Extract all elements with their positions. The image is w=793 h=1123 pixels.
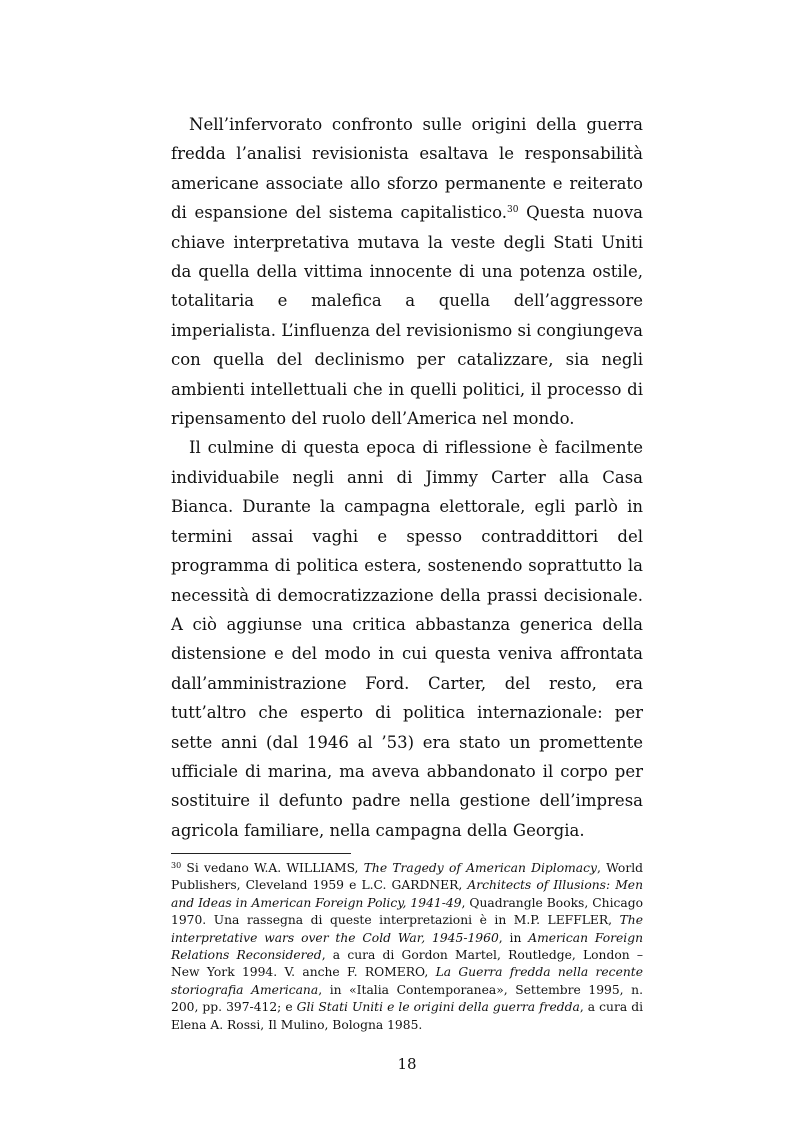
footnote-segment: , in: [498, 930, 529, 945]
footnote-reference-30[interactable]: 30: [506, 205, 519, 216]
paragraph-1-text-after: Questa nuova chiave interpretativa mutava la veste degli Stati Uniti da quella della vittima innocente di una potenza ostile, totalitaria e malefica a quella dell’aggressore imperialista. L’influenza del revisionismo si congiungeva con quella del declinismo per catalizzare, sia negli ambienti intellettuali che in quelli politici, il processo di ripensamento del ruolo dell’America nel mondo.: [171, 203, 643, 429]
footnote-segment: , in «Italia Contemporanea», Settembre 1995, n. 200, pp. 397-412; e: [171, 982, 644, 1015]
footnote-title: American Foreign Relations Reconsidered: [171, 930, 643, 963]
footnote-segment: Si vedano W.A. WILLIAMS,: [181, 861, 364, 875]
paragraph-2: Il culmine di questa epoca di riflessione è facilmente individuabile negli anni di Jimmy Carter alla Casa Bianca. Durante la campagna elettorale, egli parlò in termini assai vaghi e spesso contraddittori del programma di politica estera, sostenendo soprattutto la necessità di democratizzazione della prassi decisionale. A ciò aggiunse una critica abbastanza generica della distensione e del modo in cui questa veniva affrontata dall’amministrazione Ford. Carter, del resto, era tutt’altro che esperto di politica internazionale: per sette anni (dal 1946 al ’53) era stato un promettente ufficiale di marina, ma aveva abbandonato il corpo per sostituire il defunto padre nella gestione dell’impresa agricola familiare, nella campagna della Georgia.: [171, 438, 643, 840]
footnote-30: [171, 860, 643, 1034]
footnote-title: La Guerra fredda nella recente storiografia Americana: [171, 965, 643, 997]
main-text: [171, 110, 643, 845]
footnote-title: Architects of Illusions: Men and Ideas in American Foreign Policy, 1941-49: [171, 878, 643, 910]
paragraph-1-text-before: Nell’infervorato confronto sulle origini della guerra fredda l’analisi revisionista esaltava le responsabilità americane associate allo sforzo permanente e reiterato di espansione del sistema capitalistico.: [171, 115, 643, 223]
paragraph-1: [171, 110, 643, 433]
footnote-separator: [171, 853, 351, 854]
footnote-title: The interpretative wars over the Cold War, 1945-1960: [171, 913, 643, 945]
footnote-segment: , Quadrangle Books, Chicago 1970. Una rassegna di queste interpretazioni è in M.P. LEFFLER,: [171, 895, 643, 928]
footnote-title: Gli Stati Uniti e le origini della guerra fredda: [296, 1000, 580, 1015]
footnote-segment: , a cura di Elena A. Rossi, Il Mulino, Bologna 1985.: [171, 1000, 643, 1032]
footnote-title: The Tragedy of American Diplomacy: [363, 861, 597, 875]
footnote-segment: , a cura di Gordon Martel, Routledge, London – New York 1994. V. anche F. ROMERO,: [171, 948, 643, 980]
footnote-number: 30: [171, 861, 182, 870]
page-number: 18: [397, 1055, 417, 1073]
footnote-segment: , World Publishers, Cleveland 1959 e L.C. GARDNER,: [171, 861, 644, 893]
